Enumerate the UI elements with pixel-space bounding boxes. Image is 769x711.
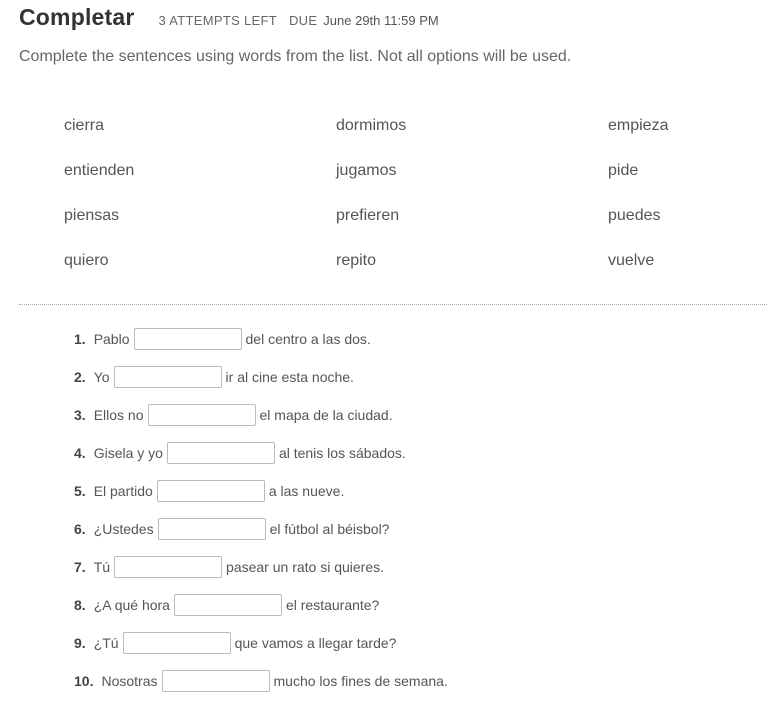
question-row (74, 442, 448, 480)
answer-input-4[interactable] (167, 442, 275, 464)
answer-input-7[interactable] (114, 556, 222, 578)
question-row (74, 480, 448, 518)
answer-input-9[interactable] (123, 632, 231, 654)
answer-input-6[interactable] (158, 518, 266, 540)
question-number: 5. (74, 483, 86, 499)
word-bank-item: repito (336, 252, 377, 269)
word-bank-item: vuelve (608, 252, 655, 269)
word-bank (64, 116, 724, 296)
word-bank-item: puedes (608, 207, 661, 224)
question-text-after: pasear un rato si quieres. (226, 559, 385, 575)
question-row (74, 366, 448, 404)
question-text-before: Pablo (93, 331, 130, 347)
word-bank-item: empieza (608, 117, 669, 134)
question-number: 6. (74, 521, 86, 537)
question-row (74, 556, 448, 594)
question-number: 4. (74, 445, 86, 461)
attempts-left-label: 3 ATTEMPTS LEFT (158, 13, 277, 28)
question-text-before: El partido (93, 483, 153, 499)
question-row (74, 632, 448, 670)
answer-input-1[interactable] (134, 328, 242, 350)
question-row (74, 404, 448, 442)
question-list (74, 328, 448, 708)
section-divider (19, 304, 767, 305)
question-text-before: ¿A qué hora (93, 597, 170, 613)
word-bank-item: jugamos (336, 162, 397, 179)
question-text-after: el restaurante? (285, 597, 380, 613)
assignment-header (19, 4, 439, 31)
answer-input-8[interactable] (174, 594, 282, 616)
instructions-text: Complete the sentences using words from the list. Not all options will be used. (19, 48, 572, 65)
question-number: 7. (74, 559, 86, 575)
question-text-after: del centro a las dos. (245, 331, 371, 347)
question-number: 3. (74, 407, 86, 423)
question-text-after: que vamos a llegar tarde? (234, 635, 397, 651)
word-bank-item: dormimos (336, 117, 407, 134)
answer-input-10[interactable] (162, 670, 270, 692)
question-text-after: a las nueve. (268, 483, 345, 499)
question-number: 10. (74, 673, 94, 689)
due-date: June 29th 11:59 PM (323, 13, 439, 28)
word-bank-item: pide (608, 162, 639, 179)
question-text-after: al tenis los sábados. (278, 445, 406, 461)
question-text-before: Nosotras (101, 673, 158, 689)
question-text-before: Gisela y yo (93, 445, 163, 461)
question-row (74, 328, 448, 366)
question-row (74, 670, 448, 708)
answer-input-5[interactable] (157, 480, 265, 502)
answer-input-3[interactable] (148, 404, 256, 426)
question-number: 8. (74, 597, 86, 613)
question-text-before: Yo (93, 369, 110, 385)
due-label: DUE (288, 13, 318, 28)
word-bank-item: entienden (64, 162, 135, 179)
question-number: 2. (74, 369, 86, 385)
word-bank-item: quiero (64, 252, 109, 269)
answer-input-2[interactable] (114, 366, 222, 388)
question-text-before: ¿Ustedes (93, 521, 154, 537)
word-bank-item: prefieren (336, 207, 400, 224)
question-text-before: ¿Tú (93, 635, 119, 651)
question-text-after: el mapa de la ciudad. (259, 407, 393, 423)
question-text-after: el fútbol al béisbol? (269, 521, 390, 537)
question-row (74, 594, 448, 632)
question-number: 1. (74, 331, 86, 347)
question-text-before: Ellos no (93, 407, 144, 423)
question-row (74, 518, 448, 556)
question-text-after: mucho los fines de semana. (273, 673, 448, 689)
page-title: Completar (19, 4, 135, 30)
question-text-before: Tú (93, 559, 111, 575)
question-text-after: ir al cine esta noche. (225, 369, 354, 385)
word-bank-item: cierra (64, 117, 105, 134)
word-bank-item: piensas (64, 207, 120, 224)
question-number: 9. (74, 635, 86, 651)
